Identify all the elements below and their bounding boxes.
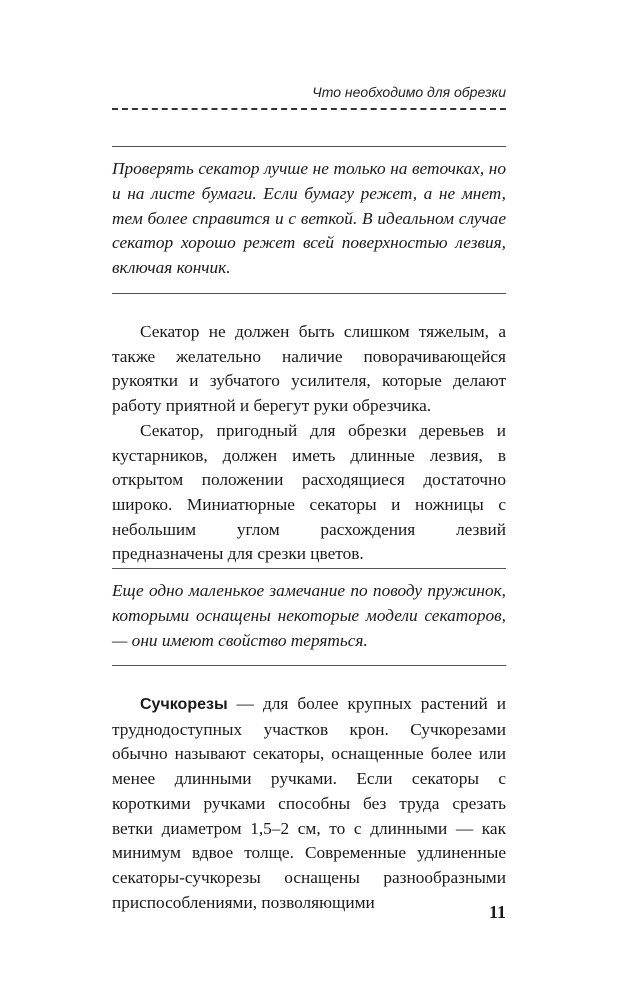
tip-note-2 — [112, 568, 506, 666]
body-block-2 — [112, 692, 506, 915]
section-term: Сучкорезы — [140, 696, 228, 713]
paragraph-1: Секатор не должен быть слишком тяжелым, а также желательно наличие поворачивающейся рукоятки и зубчатого усилителя, которые делают работу приятной и берегут руки обрезчика. — [112, 322, 506, 416]
running-head: Что необходимо для обрезки — [312, 84, 506, 100]
section-text: — для более крупных растений и труднодоступных участков крон. Сучкорезами обычно называют секаторы, оснащенные более или менее длинными ручками. Если секаторы с короткими ручками способны без труда срезать ветки диаметром 1,5–2 см, то с длинными — как минимум вдвое толще. Современные удлиненные секаторы-сучкорезы оснащены разнообразными приспособлениями, позволяющими — [112, 694, 506, 912]
header-dashed-rule — [112, 108, 506, 110]
tip-note-2-text: Еще одно маленькое замечание по поводу пружинок, которыми оснащены некоторые модели секаторов, — они имеют свойство теряться. — [112, 581, 506, 650]
tip-note-1 — [112, 146, 506, 294]
paragraph-2: Секатор, пригодный для обрезки деревьев и кустарников, должен иметь длинные лезвия, в открытом положении расходящиеся достаточно широко. Миниатюрные секаторы и ножницы с небольшим углом расхождения лезвий предназначены для срезки цветов. — [112, 420, 506, 564]
page-number: 11 — [488, 902, 506, 922]
tip-note-1-text: Проверять секатор лучше не только на веточках, но и на листе бумаги. Если бумагу режет, а не мнет, тем более справится и с веткой. В идеальном случае секатор хорошо режет всей поверхностью лезвия, включая кончик. — [112, 159, 506, 278]
section-paragraph — [112, 692, 506, 915]
body-block-1 — [112, 320, 506, 567]
